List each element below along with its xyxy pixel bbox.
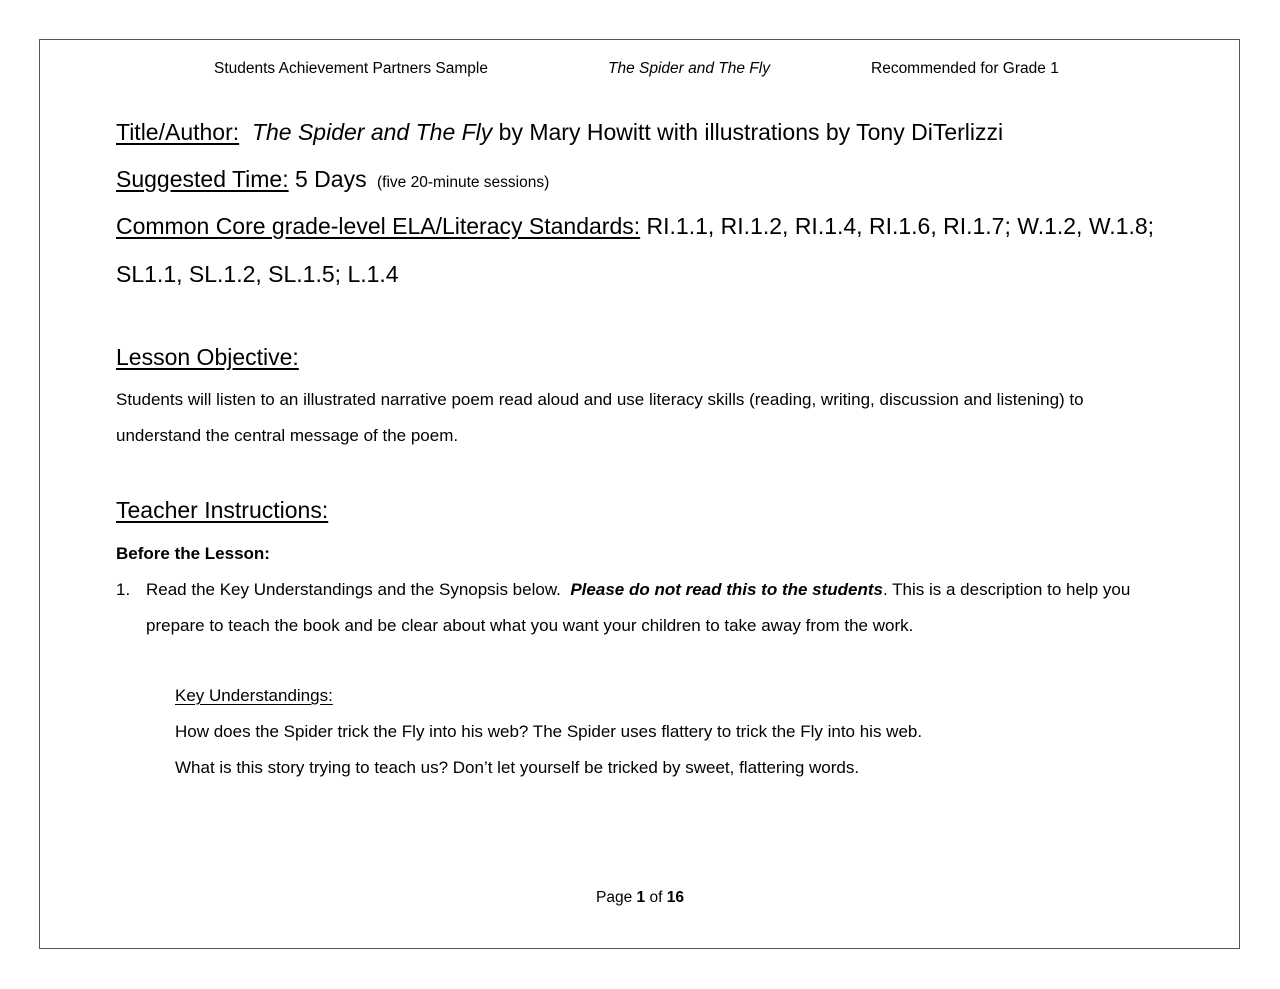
header-left: Students Achievement Partners Sample [214, 60, 488, 77]
current-page: 1 [636, 889, 646, 906]
header-right: Recommended for Grade 1 [871, 60, 1059, 77]
standards-list-1: RI.1.1, RI.1.2, RI.1.4, RI.1.6, RI.1.7; W.1.2, W.1.8; [646, 213, 1155, 239]
of-label: of [649, 889, 663, 906]
instruction-item-line-2: prepare to teach the book and be clear about what you want your children to take away from the work. [146, 616, 914, 635]
book-title: The Spider and The Fly [251, 119, 493, 145]
header-center: The Spider and The Fly [608, 60, 770, 77]
lesson-objective-line-2: understand the central message of the poem. [116, 426, 459, 445]
standards-line-1 [116, 213, 1154, 240]
standards-label: Common Core grade-level ELA/Literacy Standards: [116, 213, 641, 239]
page-label: Page [596, 889, 633, 906]
instruction-emphasis: Please do not read this to the students [570, 580, 884, 599]
instruction-item-line-1 [146, 580, 1130, 600]
key-understanding-2: What is this story trying to teach us? Don’t let yourself be tricked by sweet, flattering words. [175, 758, 860, 777]
suggested-time-note: (five 20-minute sessions) [376, 174, 550, 191]
suggested-time-value: 5 Days [295, 166, 367, 192]
teacher-instructions-heading: Teacher Instructions: [116, 497, 329, 523]
page-number [596, 889, 684, 907]
title-author-rest: by Mary Howitt with illustrations by Tony DiTerlizzi [498, 119, 1004, 145]
title-author-label: Title/Author: [116, 119, 240, 145]
suggested-time-line [116, 166, 549, 193]
instruction-part-2: . This is a description to help you [883, 580, 1131, 599]
lesson-objective-line-1: Students will listen to an illustrated narrative poem read aloud and use literacy skills (reading, writing, discussion and listening) to [116, 390, 1084, 409]
standards-list-2: SL1.1, SL.1.2, SL.1.5; L.1.4 [116, 261, 399, 287]
total-pages: 16 [666, 889, 684, 906]
instruction-part-1: Read the Key Understandings and the Synopsis below. [146, 580, 561, 599]
key-understanding-1: How does the Spider trick the Fly into his web? The Spider uses flattery to trick the Fly into his web. [175, 722, 923, 741]
title-author-line [116, 119, 1003, 146]
instruction-item-number: 1. [116, 580, 131, 599]
suggested-time-label: Suggested Time: [116, 166, 289, 192]
lesson-objective-heading: Lesson Objective: [116, 344, 299, 370]
before-lesson-subheading: Before the Lesson: [116, 544, 270, 563]
key-understandings-heading: Key Understandings: [175, 686, 333, 705]
